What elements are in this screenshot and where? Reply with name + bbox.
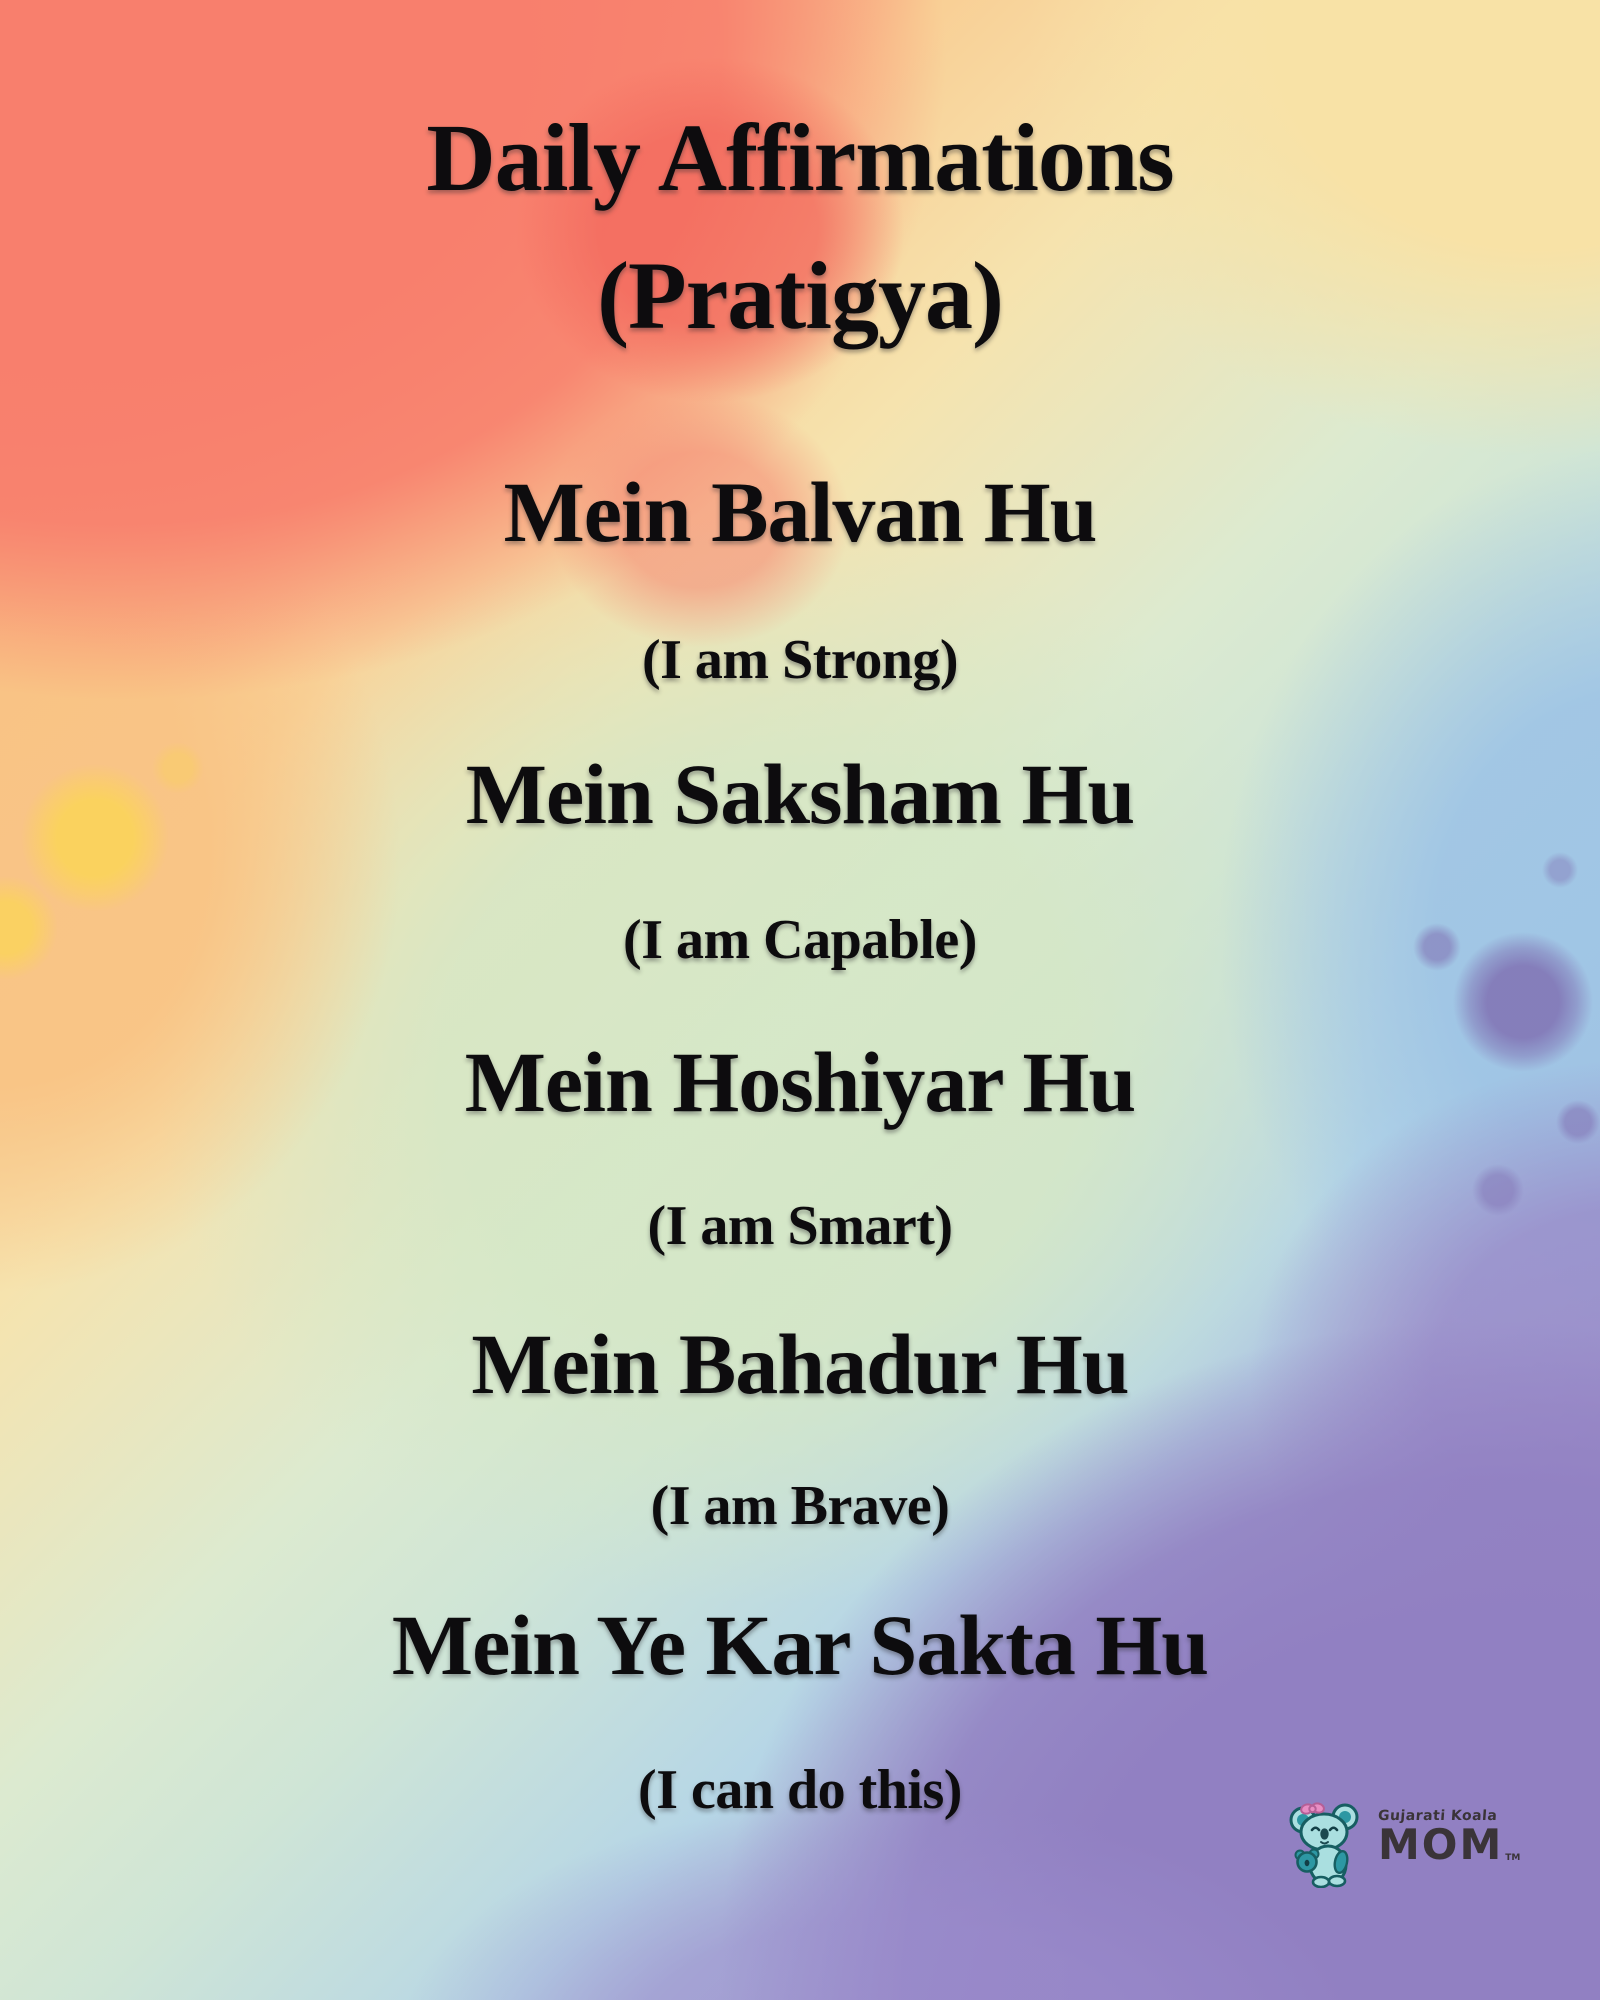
trademark-symbol: TM [1505,1852,1521,1863]
poster-title-line2: (Pratigya) [597,242,1003,349]
affirmation-phrase-5: Mein Ye Kar Sakta Hu [391,1597,1209,1693]
poster-title-line1: Daily Affirmations [426,104,1174,211]
affirmation-phrase-1: Mein Balvan Hu [503,464,1097,560]
affirmation-translation-2: (I am Capable) [623,909,977,971]
affirmation-translation-5: (I can do this) [638,1759,962,1821]
affirmation-translation-3: (I am Smart) [647,1195,953,1257]
brand-wordmark [1377,1802,1521,1869]
koala-mascot-icon [1280,1802,1368,1888]
affirmation-phrase-3: Mein Hoshiyar Hu [464,1034,1136,1130]
affirmation-phrase-4: Mein Bahadur Hu [471,1316,1129,1412]
affirmation-translation-4: (I am Brave) [650,1475,950,1537]
brand-logo [1280,1802,1520,1888]
brand-name-top: Gujarati Koala [1377,1808,1498,1824]
brand-name-main: MOM [1378,1820,1504,1869]
affirmation-translation-1: (I am Strong) [641,629,959,691]
affirmation-phrase-2: Mein Saksham Hu [465,746,1135,842]
